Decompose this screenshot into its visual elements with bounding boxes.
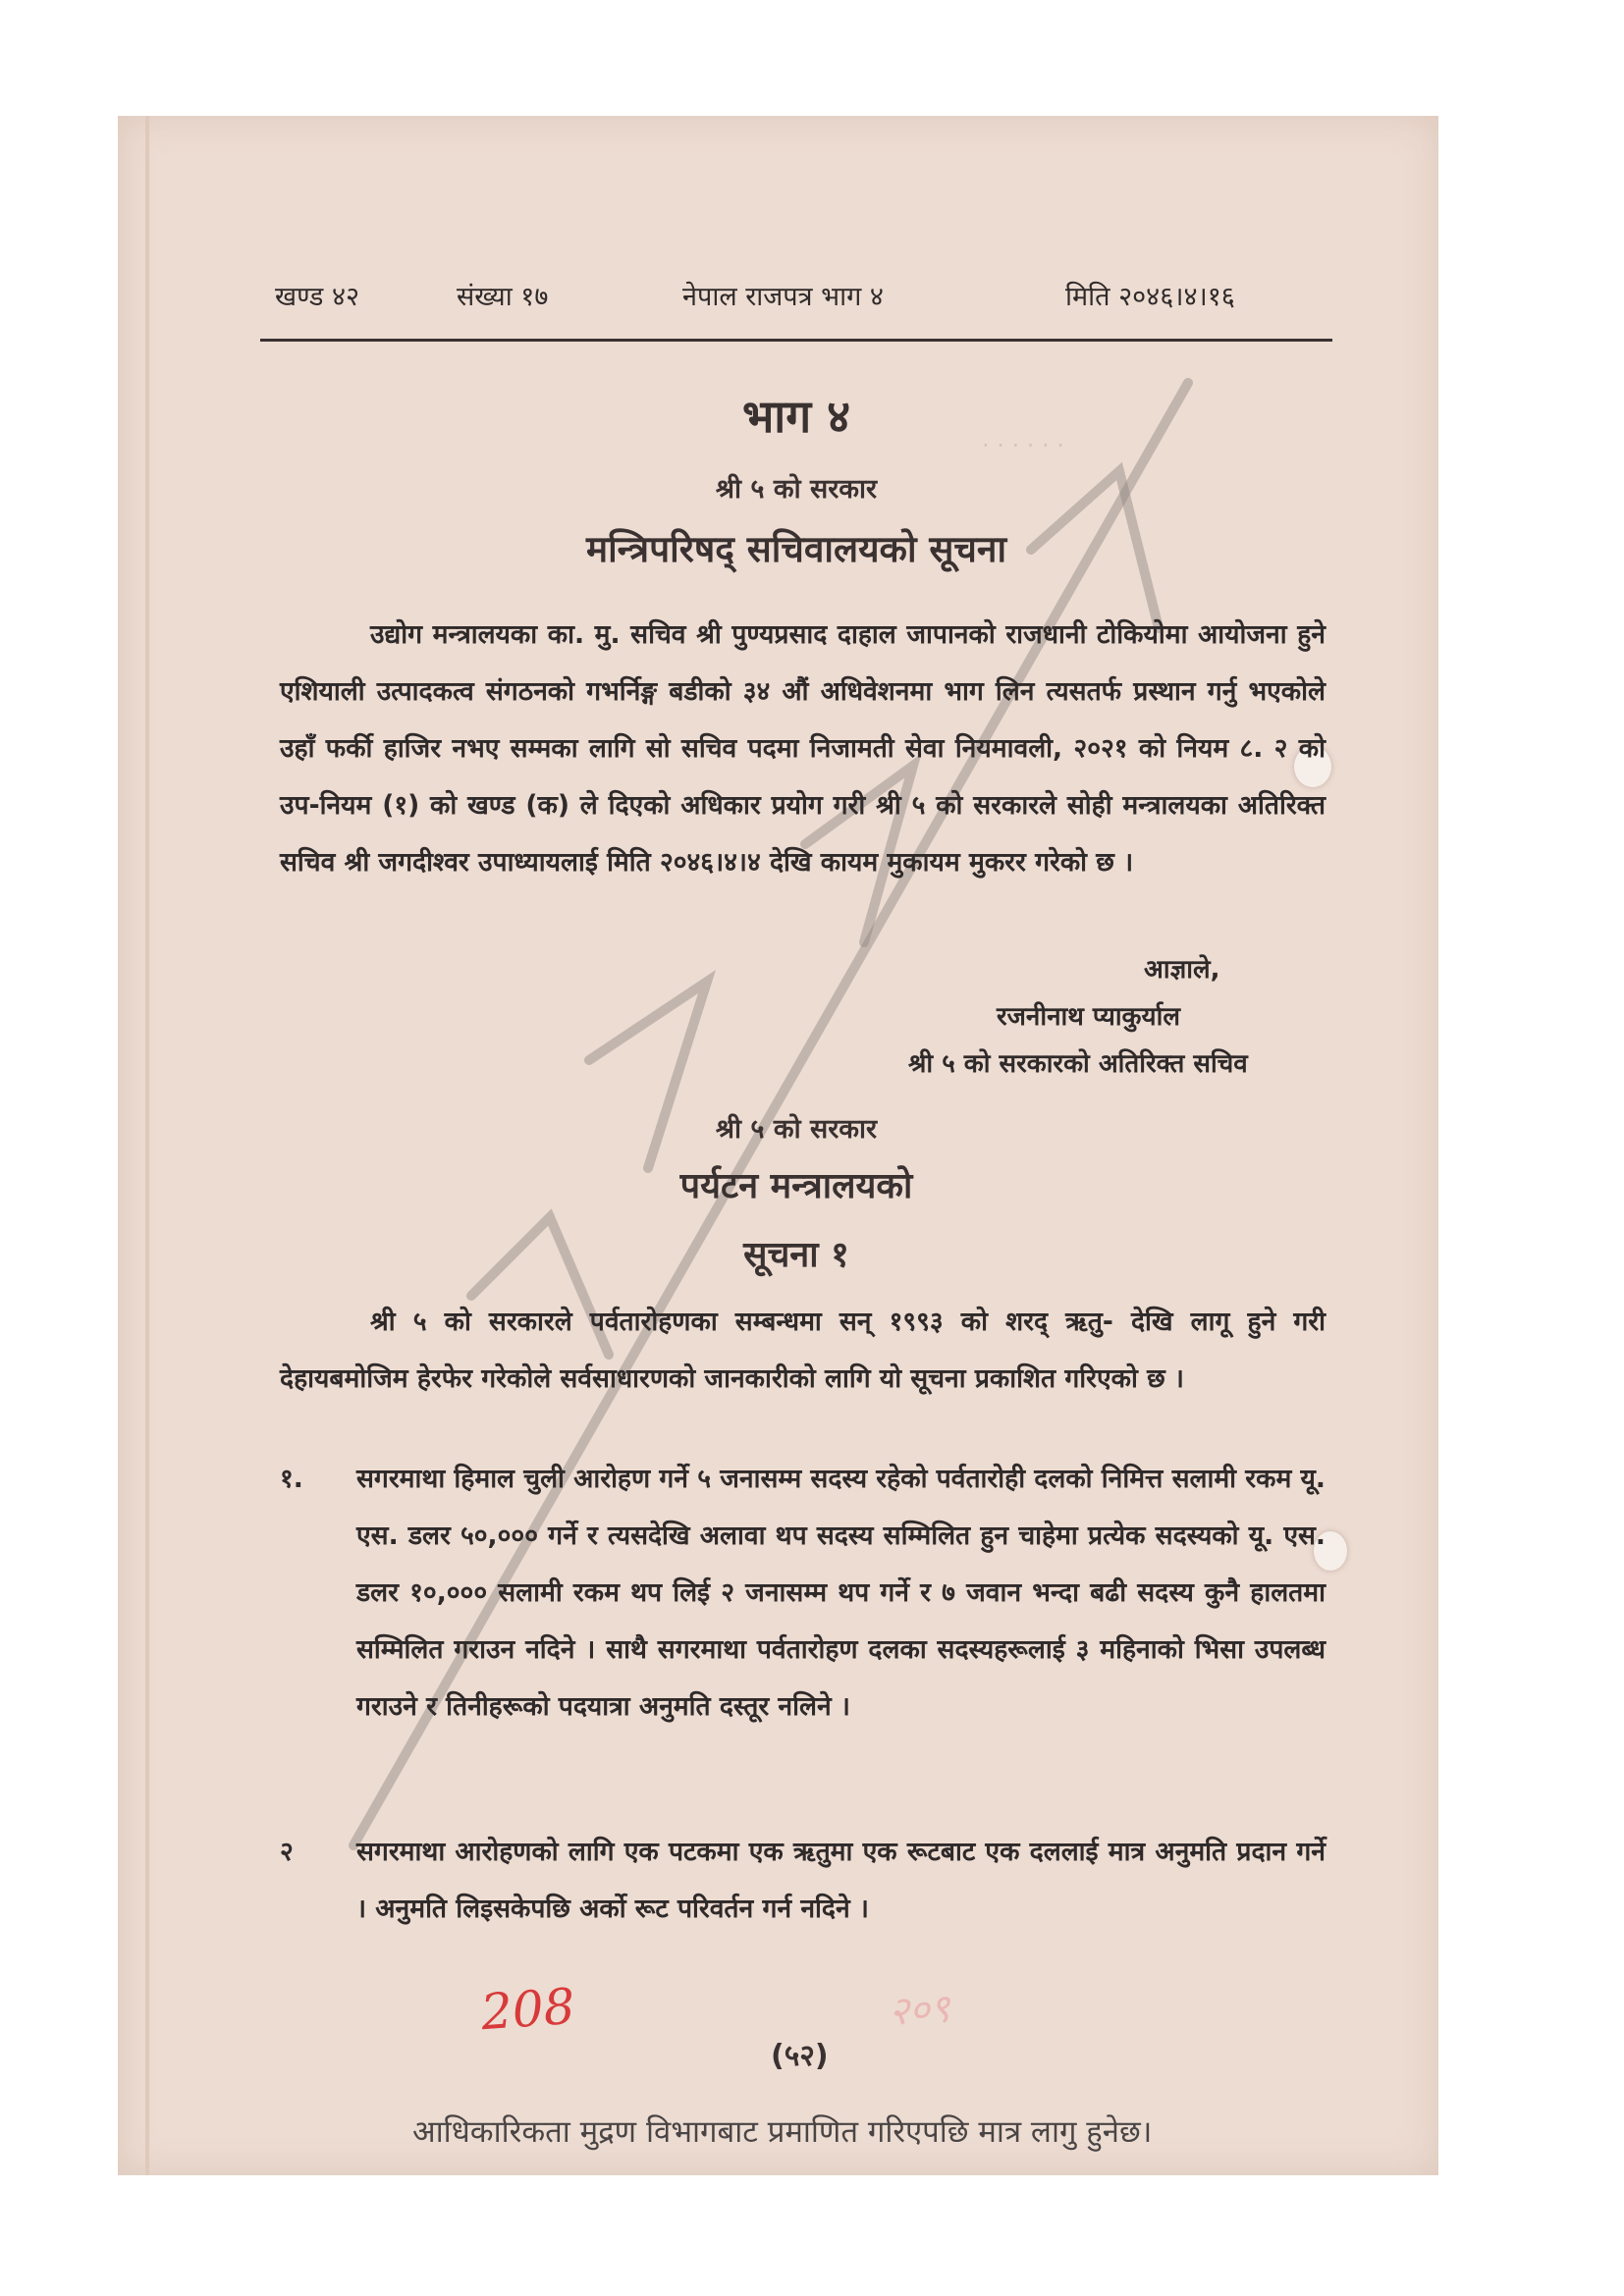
- signatory-title: श्री ५ को सरकारको अतिरिक्त सचिव: [908, 1049, 1248, 1079]
- issue-number: संख्या १७: [457, 282, 549, 312]
- government-heading: श्री ५ को सरकार: [715, 1114, 878, 1145]
- list-item: [280, 1824, 1326, 1938]
- item-text: सगरमाथा आरोहणको लागि एक पटकमा एक ऋतुमा एक रूटबाट एक दललाई मात्र अनुमति प्रदान गर्ने । अनुमति लिइसकेपछि अर्को रूट परिवर्तन गर्न नदिने ।: [356, 1837, 1326, 1924]
- gazette-header: [260, 267, 1330, 318]
- page-number: (५२): [771, 2039, 829, 2073]
- item-text: सगरमाथा हिमाल चुली आरोहण गर्ने ५ जनासम्म सदस्य रहेको पर्वतारोही दलको निमित्त सलामी रकम यू. एस. डलर ५०,००० गर्ने र त्यसदेखि अलावा थप सदस्य सम्मिलित हुन चाहेमा प्रत्येक सदस्यको यू. एस. डलर १०,००० सलामी रकम थप लिई २ जनासम्म थप गर्ने र ७ जवान भन्दा बढी सदस्य कुनै हालतमा सम्मिलित गराउन नदिने । साथै सगरमाथा पर्वतारोहण दलका सदस्यहरूलाई ३ महिनाको भिसा उपलब्ध गराउने र तिनीहरूको पदयात्रा अनुमति दस्तूर नलिने ।: [356, 1464, 1326, 1722]
- government-heading: श्री ५ को सरकार: [715, 474, 878, 505]
- signatory-name: रजनीनाथ प्याकुर्याल: [997, 1002, 1180, 1032]
- show-through-text: · · · · · ·: [982, 432, 1064, 459]
- publication-date: मिति २०४६।४।१६: [1065, 282, 1235, 312]
- handwritten-page-number: 208: [479, 1977, 577, 2042]
- notice-title: मन्त्रिपरिषद् सचिवालयको सूचना: [585, 528, 1007, 570]
- notice-body: उद्योग मन्त्रालयका का. मु. सचिव श्री पुण्यप्रसाद दाहाल जापानको राजधानी टोकियोमा आयोजना हुने एशियाली उत्पादकत्व संगठनको गभर्निङ्ग बडीको ३४ औं अधिवेशनमा भाग लिन त्यसतर्फ प्रस्थान गर्नु भएकोले उहाँ फर्की हाजिर नभए सम्मका लागि सो सचिव पदमा निजामती सेवा नियमावली, २०२१ को नियम ८. २ को उप-नियम (१) को खण्ड (क) ले दिएको अधिकार प्रयोग गरी श्री ५ को सरकारले सोही मन्त्रालयका अतिरिक्त सचिव श्री जगदीश्वर उपाध्यायलाई मिति २०४६।४।४ देखि कायम मुकायम मुकरर गरेको छ ।: [280, 619, 1326, 878]
- page-edge: [145, 116, 149, 2175]
- list-item: [280, 1451, 1326, 1735]
- publication-name: नेपाल राजपत्र भाग ४: [682, 282, 884, 312]
- item-number: १.: [280, 1464, 303, 1494]
- authenticity-footer: आधिकारिकता मुद्रण विभागबाट प्रमाणित गरिएपछि मात्र लागु हुनेछ।: [412, 2114, 1153, 2150]
- ministry-heading: पर्यटन मन्त्रालयको: [679, 1166, 913, 1206]
- item-number: २: [280, 1837, 294, 1867]
- faded-page-number: २०९: [887, 1986, 951, 2035]
- part-title: भाग ४: [741, 390, 851, 443]
- volume-label: खण्ड ४२: [275, 282, 360, 312]
- signature-order: आज्ञाले,: [1144, 955, 1220, 985]
- header-divider: [260, 339, 1332, 342]
- notice-intro: श्री ५ को सरकारले पर्वतारोहणका सम्बन्धमा सन् १९९३ को शरद् ऋतु- देखि लागू हुने गरी देहायबमोजिम हेरफेर गरेकोले सर्वसाधारणको जानकारीको लागि यो सूचना प्रकाशित गरिएको छ ।: [280, 1307, 1326, 1394]
- notice-number: सूचना १: [743, 1235, 849, 1275]
